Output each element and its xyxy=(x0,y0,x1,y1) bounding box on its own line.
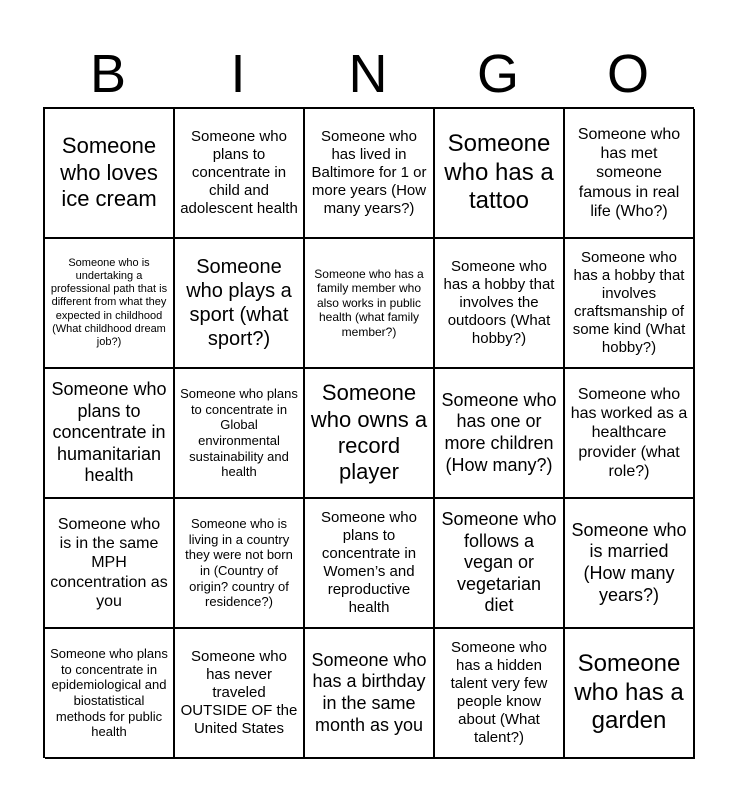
cell-text: Someone who has lived in Baltimore for 1 or more years (How many years?) xyxy=(311,128,427,217)
cell-text: Someone who plays a sport (what sport?) xyxy=(186,256,292,350)
bingo-cell[interactable] xyxy=(565,629,695,759)
bingo-cell[interactable] xyxy=(175,369,305,499)
bingo-cell[interactable] xyxy=(45,499,175,629)
bingo-header xyxy=(43,42,694,106)
bingo-cell[interactable] xyxy=(45,629,175,759)
cell-text: Someone who has a hobby that involves the outdoors (What hobby?) xyxy=(443,258,555,347)
bingo-cell[interactable] xyxy=(435,239,565,369)
bingo-cell[interactable] xyxy=(45,369,175,499)
bingo-cell[interactable] xyxy=(305,369,435,499)
cell-text: Someone who has a hidden talent very few people know about (What talent?) xyxy=(450,639,548,746)
bingo-cell[interactable] xyxy=(565,499,695,629)
cell-text: Someone who loves ice cream xyxy=(60,133,158,212)
cell-text: Someone who has a garden xyxy=(574,649,684,735)
cell-text: Someone who plans to concentrate in Women’s and reproductive health xyxy=(321,509,417,616)
cell-text: Someone who is in the same MPH concentration as you xyxy=(50,516,168,610)
cell-text: Someone who has never traveled OUTSIDE OF the United States xyxy=(180,648,298,737)
header-letter-n: N xyxy=(348,44,388,104)
bingo-cell[interactable] xyxy=(175,109,305,239)
cell-text: Someone who has a hobby that involves craftsmanship of some kind (What hobby?) xyxy=(572,249,686,356)
bingo-cell[interactable] xyxy=(435,109,565,239)
cell-text: Someone who owns a record player xyxy=(310,380,428,485)
bingo-cell[interactable] xyxy=(435,499,565,629)
bingo-cell[interactable] xyxy=(175,499,305,629)
cell-text: Someone who has one or more children (How many?) xyxy=(441,389,557,475)
cell-text: Someone who plans to concentrate in child and adolescent health xyxy=(180,128,298,217)
bingo-cell[interactable] xyxy=(565,109,695,239)
cell-text: Someone who has a tattoo xyxy=(444,129,554,215)
bingo-grid xyxy=(43,107,694,758)
bingo-cell[interactable] xyxy=(175,629,305,759)
bingo-cell[interactable] xyxy=(565,239,695,369)
header-letter-g: G xyxy=(476,44,519,104)
cell-text: Someone who follows a vegan or vegetarian diet xyxy=(441,509,557,616)
bingo-cell[interactable] xyxy=(45,239,175,369)
header-letter-o: O xyxy=(606,44,649,104)
bingo-cell[interactable] xyxy=(305,109,435,239)
bingo-cell[interactable] xyxy=(435,369,565,499)
header-letter-i: I xyxy=(230,44,246,104)
cell-text: Someone who is undertaking a professional path that is different from what they expected in childhood (What childhood dream job?) xyxy=(50,256,168,348)
cell-text: Someone who is living in a country they were not born in (Country of origin? country of residence?) xyxy=(185,516,293,610)
bingo-cell[interactable] xyxy=(305,239,435,369)
header-letter-b: B xyxy=(89,44,127,104)
bingo-cell[interactable] xyxy=(565,369,695,499)
cell-text: Someone who plans to concentrate in epidemiological and biostatistical methods for public health xyxy=(50,646,168,740)
cell-text: Someone who has met someone famous in real life (Who?) xyxy=(577,126,681,220)
bingo-cell[interactable] xyxy=(305,629,435,759)
bingo-cell[interactable] xyxy=(45,109,175,239)
cell-text: Someone who plans to concentrate in Global environmental sustainability and health xyxy=(180,386,298,480)
bingo-cell[interactable] xyxy=(175,239,305,369)
bingo-cell[interactable] xyxy=(305,499,435,629)
cell-text: Someone who is married (How many years?) xyxy=(571,519,687,605)
cell-text: Someone who has a family member who also works in public health (what family member?) xyxy=(314,267,424,339)
cell-text: Someone who has worked as a healthcare provider (what role?) xyxy=(570,386,688,480)
cell-text: Someone who has a birthday in the same month as you xyxy=(311,649,427,735)
cell-text: Someone who plans to concentrate in humanitarian health xyxy=(51,379,167,486)
bingo-cell[interactable] xyxy=(435,629,565,759)
